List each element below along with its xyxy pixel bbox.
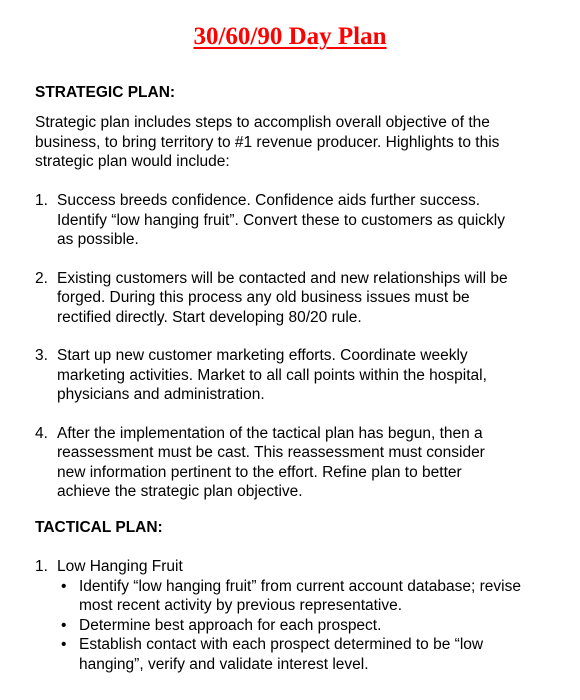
intro-line: strategic plan would include: — [35, 153, 230, 170]
item-line: reassessment must be cast. This reassessment must consider — [57, 444, 485, 461]
strategic-plan-intro — [35, 113, 555, 172]
bullet-icon: • — [61, 616, 67, 634]
bullet-item — [57, 616, 565, 636]
item-line: new information pertinent to the effort. Refine plan to better — [57, 463, 462, 481]
strategic-plan-heading: STRATEGIC PLAN: — [35, 84, 176, 101]
bullet-line: Determine best approach for each prospect. — [79, 616, 382, 634]
item-number: 4. — [35, 424, 48, 442]
tactical-bullet-list — [57, 577, 565, 675]
strategic-item-2 — [35, 269, 565, 328]
bullet-line: hanging”, verify and validate interest level. — [79, 655, 369, 673]
item-number: 3. — [35, 347, 48, 364]
page-title: 30/60/90 Day Plan — [193, 23, 387, 50]
strategic-item-3 — [35, 346, 565, 405]
intro-line: business, to bring territory to #1 revenue producer. Highlights to this — [35, 133, 500, 151]
item-line: physicians and administration. — [57, 386, 265, 403]
bullet-icon: • — [61, 636, 67, 653]
item-line: After the implementation of the tactical plan has begun, then a — [57, 424, 483, 442]
strategic-item-4 — [35, 424, 565, 502]
strategic-plan-list — [35, 191, 565, 521]
item-line: Existing customers will be contacted and new relationships will be — [57, 269, 508, 287]
item-number: 2. — [35, 269, 48, 287]
bullet-line: Establish contact with each prospect determined to be “low — [79, 636, 484, 653]
item-line: as possible. — [57, 231, 139, 248]
bullet-line: most recent activity by previous representative. — [79, 597, 403, 614]
item-label: Low Hanging Fruit — [57, 558, 183, 575]
bullet-line: Identify “low hanging fruit” from current account database; revise — [79, 577, 521, 595]
item-line: Identify “low hanging fruit”. Convert these to customers as quickly — [57, 211, 505, 229]
item-line: Start up new customer marketing efforts. Coordinate weekly — [57, 347, 468, 364]
bullet-item — [57, 635, 565, 674]
item-number: 1. — [35, 558, 48, 575]
item-line: achieve the strategic plan objective. — [57, 483, 303, 500]
item-line: rectified directly. Start developing 80/20 rule. — [57, 308, 362, 326]
tactical-item-1 — [35, 557, 565, 674]
tactical-plan-list — [35, 557, 565, 674]
bullet-icon: • — [61, 577, 67, 595]
item-line: Success breeds confidence. Confidence aids further success. — [57, 192, 481, 209]
item-line: forged. During this process any old business issues must be — [57, 289, 470, 306]
strategic-item-1 — [35, 191, 565, 250]
tactical-plan-heading: TACTICAL PLAN: — [35, 519, 163, 536]
bullet-item — [57, 577, 565, 616]
item-line: marketing activities. Market to all call points within the hospital, — [57, 366, 487, 384]
intro-line: Strategic plan includes steps to accomplish overall objective of the — [35, 114, 490, 131]
item-number: 1. — [35, 192, 48, 209]
